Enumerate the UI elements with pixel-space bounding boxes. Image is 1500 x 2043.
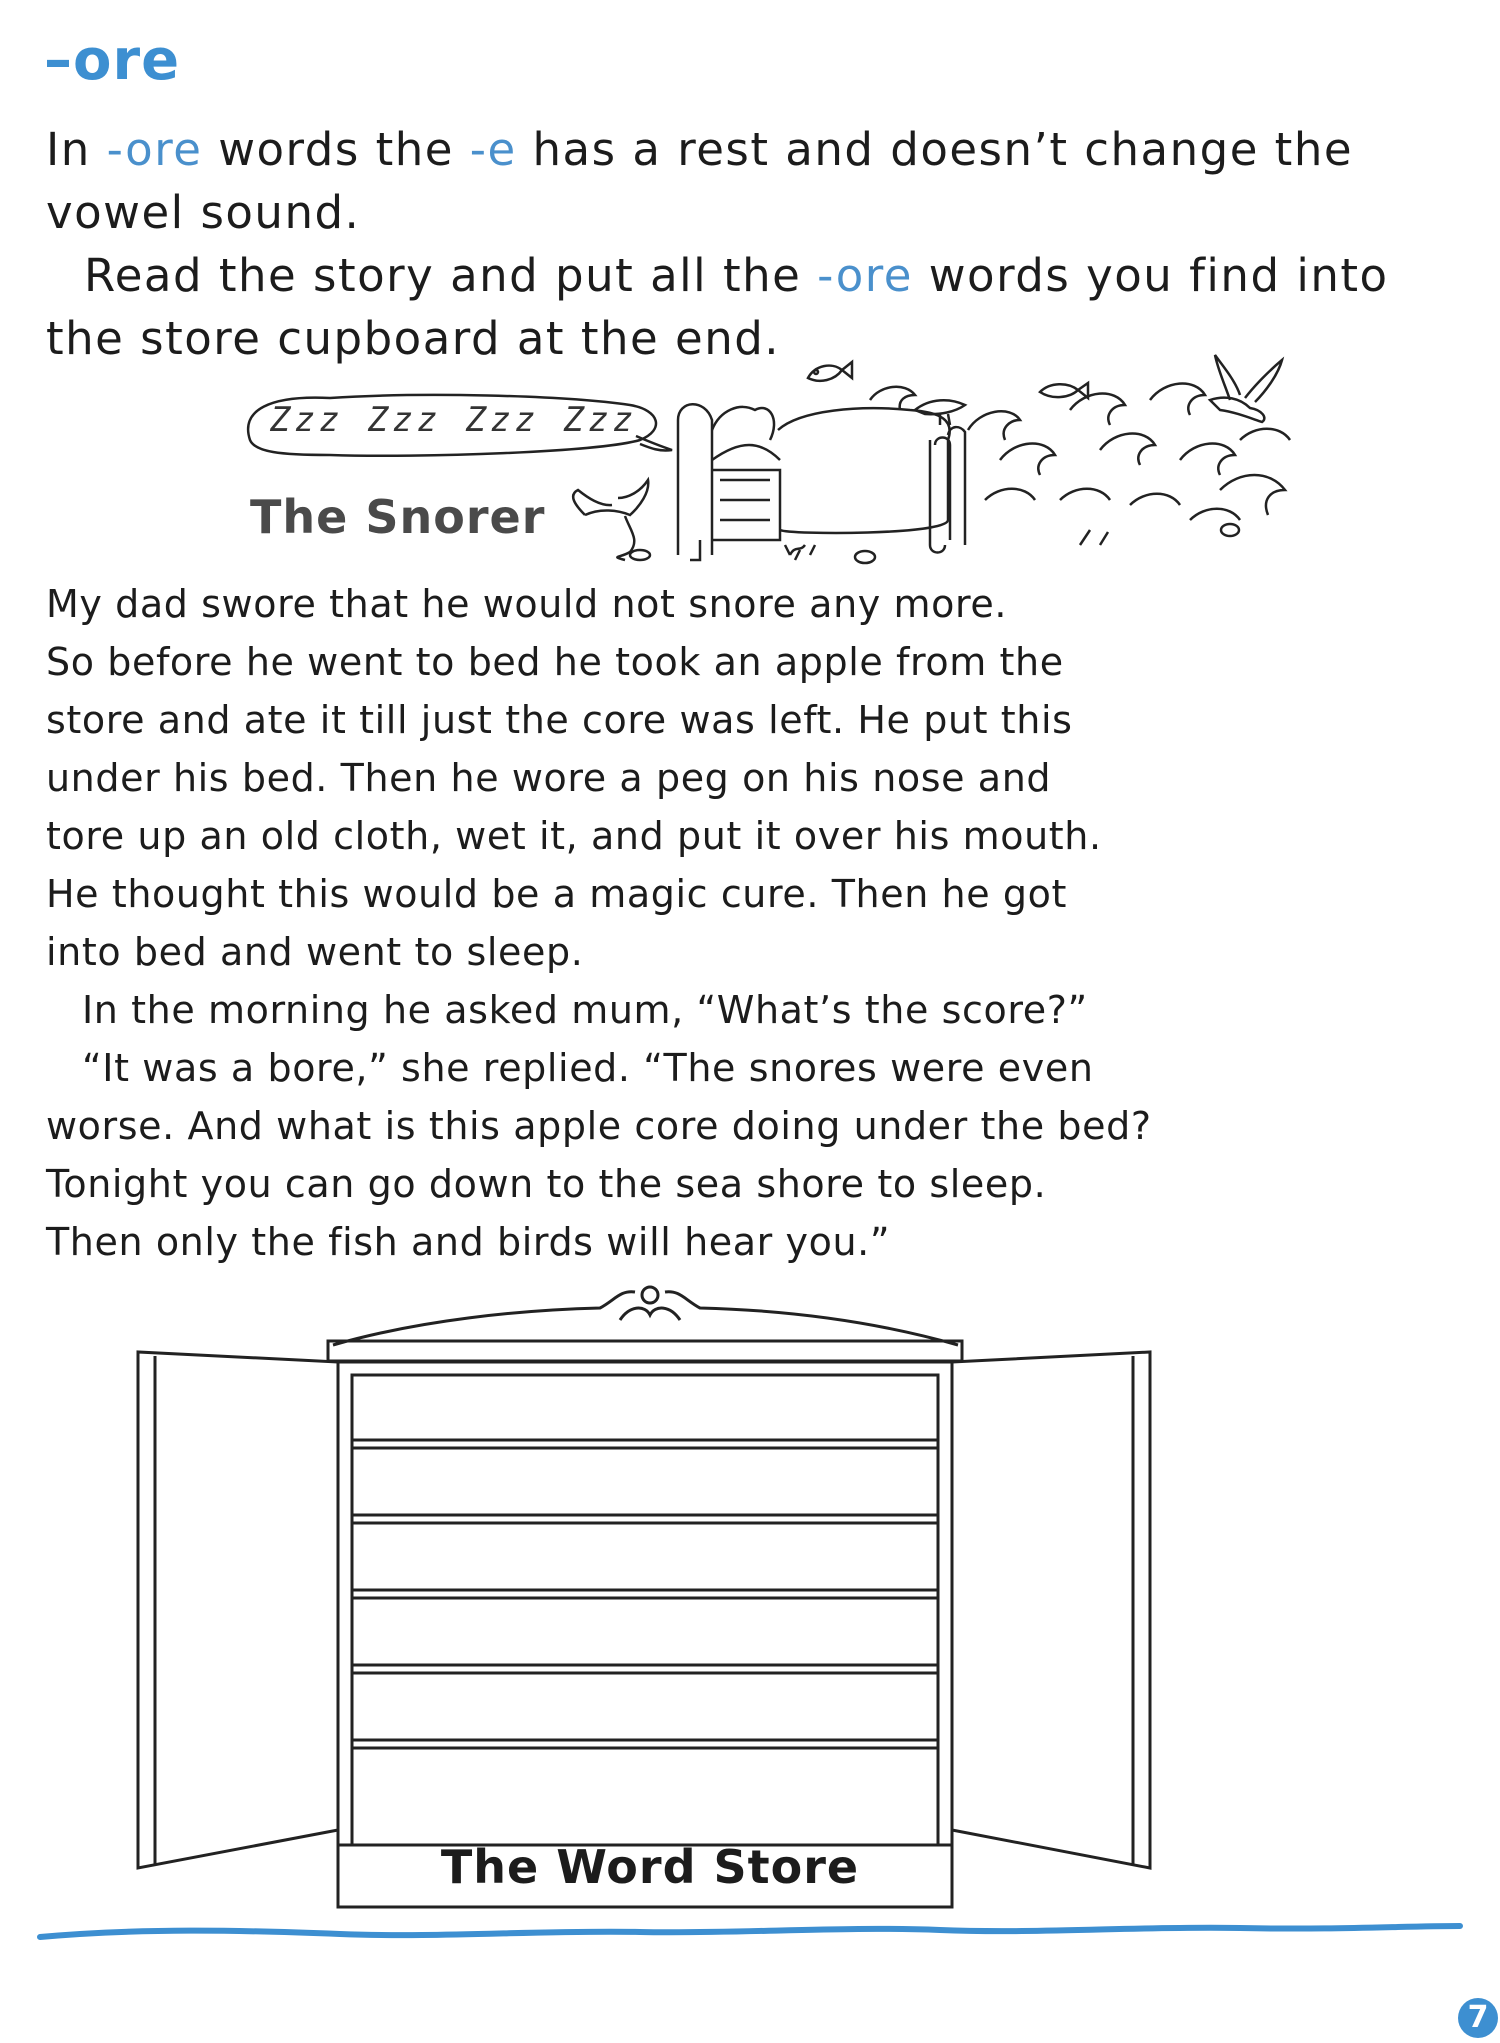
story-line: store and ate it till just the core was left. He put this xyxy=(46,698,1073,742)
highlight-ore: -ore xyxy=(817,249,913,302)
story-text xyxy=(46,575,1206,1271)
intro-text: has a rest and doesn’t change the xyxy=(516,123,1354,176)
story-title: The Snorer xyxy=(250,490,546,544)
story-line: “It was a bore,” she replied. “The snores were even xyxy=(82,1046,1094,1090)
highlight-e: -e xyxy=(469,123,517,176)
waves-illustration xyxy=(870,384,1290,545)
bird-icon xyxy=(573,480,650,560)
fish-icon xyxy=(1040,383,1088,398)
intro-text: words you find into xyxy=(912,249,1389,302)
story-line: He thought this would be a magic cure. Then he got xyxy=(46,872,1067,916)
intro-text: Read the story and put all the xyxy=(84,249,818,302)
page-number-badge: 7 xyxy=(1458,1998,1498,2038)
story-line: My dad swore that he would not snore any more. xyxy=(46,582,1008,626)
intro-text: In xyxy=(46,123,107,176)
highlight-ore: -ore xyxy=(106,123,203,176)
divider-wave xyxy=(40,1926,1460,1937)
speech-bubble-text: Zzz Zzz Zzz Zzz xyxy=(270,400,638,440)
fish-icon xyxy=(808,362,852,381)
story-line: In the morning he asked mum, “What’s the score?” xyxy=(82,988,1088,1032)
word-store-label: The Word Store xyxy=(440,1840,860,1894)
bird-icon xyxy=(915,400,965,425)
intro-text: words the xyxy=(202,123,470,176)
story-line: So before he went to bed he took an apple from the xyxy=(46,640,1064,684)
intro-text: vowel sound. xyxy=(46,186,361,239)
story-line: into bed and went to sleep. xyxy=(46,930,584,974)
cupboard-illustration xyxy=(138,1287,1150,1907)
story-line: Tonight you can go down to the sea shore to sleep. xyxy=(46,1162,1047,1206)
page-title: –ore xyxy=(44,28,181,93)
story-line: Then only the fish and birds will hear you.” xyxy=(46,1220,891,1264)
story-line: tore up an old cloth, wet it, and put it over his mouth. xyxy=(46,814,1102,858)
intro-text: the store cupboard at the end. xyxy=(46,312,781,365)
bird-icon xyxy=(1210,355,1282,422)
story-line: under his bed. Then he wore a peg on his nose and xyxy=(46,756,1052,800)
story-line: worse. And what is this apple core doing under the bed? xyxy=(46,1104,1152,1148)
bed-illustration xyxy=(678,404,965,563)
